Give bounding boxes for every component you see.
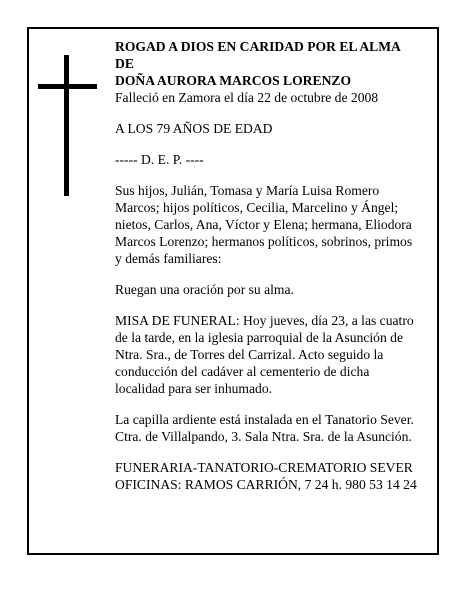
mass-line: Ntra. Sra., de Torres del Carrizal. Acto seguido la [115,347,384,362]
funeral-home-paragraph [115,459,427,493]
mass-line: de la tarde, en la iglesia parroquial de la Asunción de [115,330,404,345]
family-line: Marcos; hijos políticos, Cecilia, Marcelino y Ángel; [115,200,399,215]
cross-icon-horizontal-bar [38,84,97,89]
funeral-home-line: OFICINAS: RAMOS CARRIÓN, 7 24 h. 980 53 14 24 [115,477,417,492]
header-line-1: ROGAD A DIOS EN CARIDAD POR EL ALMA [115,39,401,54]
rip-line: ----- D. E. P. ---- [115,152,204,167]
obituary-notice [115,38,427,507]
mass-line: localidad para ser inhumado. [115,381,273,396]
mass-paragraph [115,312,427,397]
funeral-home-line: FUNERARIA-TANATORIO-CREMATORIO SEVER [115,460,413,475]
cross-icon-vertical-bar [64,55,69,196]
death-info: Falleció en Zamora el día 22 de octubre de 2008 [115,90,379,105]
mass-line: MISA DE FUNERAL: Hoy jueves, día 23, a las cuatro [115,313,414,328]
family-line: y demás familiares: [115,251,222,266]
header-line-2: DE [115,56,134,71]
mass-line: conducción del cadáver al cementerio de dicha [115,364,370,379]
deceased-name: DOÑA AURORA MARCOS LORENZO [115,73,352,88]
chapel-line: La capilla ardiente está instalada en el Tanatorio Sever. [115,412,414,427]
family-paragraph [115,182,427,267]
notice-header [115,38,427,106]
family-line: Sus hijos, Julián, Tomasa y María Luisa Romero [115,183,380,198]
prayer-line: Ruegan una oración por su alma. [115,282,294,297]
chapel-line: Ctra. de Villalpando, 3. Sala Ntra. Sra. de la Asunción. [115,429,412,444]
family-line: Marcos Lorenzo; hermanos políticos, sobrinos, primos [115,234,413,249]
chapel-paragraph [115,411,427,445]
age-line: A LOS 79 AÑOS DE EDAD [115,121,273,136]
family-line: nietos, Carlos, Ana, Víctor y Elena; hermana, Eliodora [115,217,412,232]
